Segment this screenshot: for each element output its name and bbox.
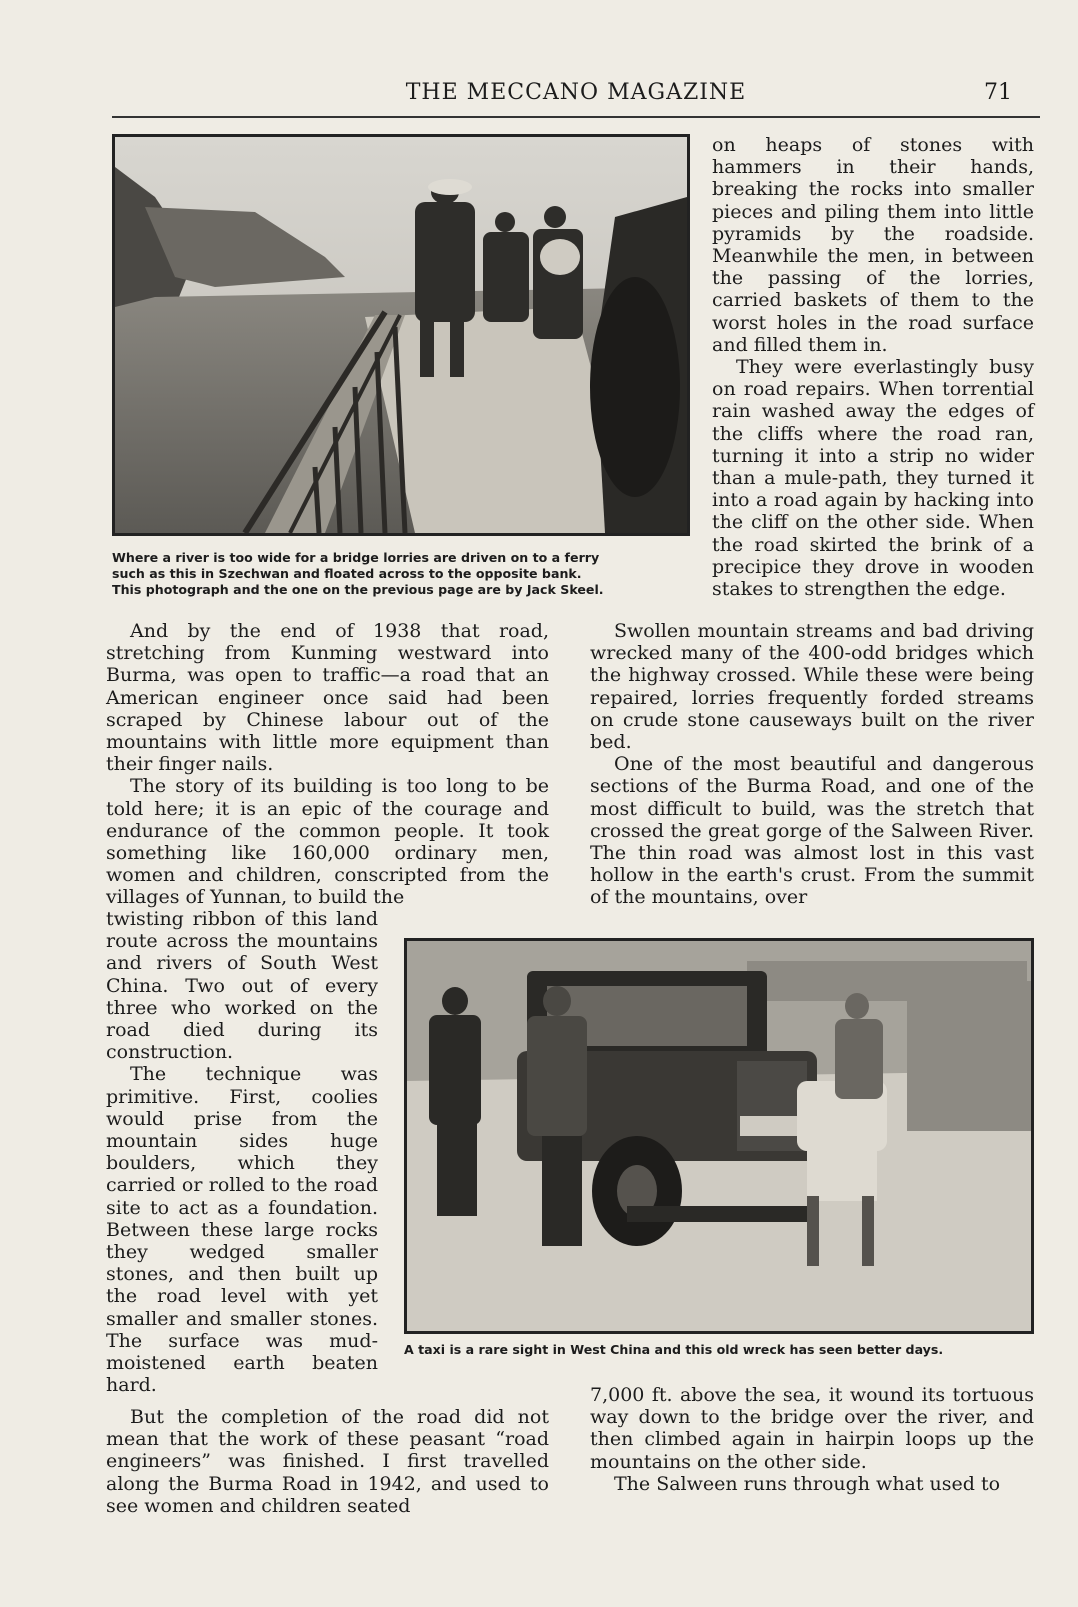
paragraph: on heaps of stones with hammers in their hands, breaking the rocks into smaller pieces and piling them into little pyramids by the roadside. Meanwhile the men, in between the passing of the lorries, carried baskets of them to the worst holes in the road surface and filled them in. [712,134,1034,356]
paragraph: Swollen mountain streams and bad driving wrecked many of the 400-odd bridges which the highway crossed. While these were being repaired, lorries frequently forded streams on crude stone causeways built on the river bed. [590,620,1034,754]
ferry-photo [112,134,690,536]
taxi-photo-caption: A taxi is a rare sight in West China and this old wreck has seen better days. [404,1342,944,1357]
left-column-narrow [106,908,378,1396]
paragraph: The Salween runs through what used to [614,1472,1001,1495]
ferry-photo-caption [112,550,692,598]
paragraph: They were everlastingly busy on road repairs. When torrential rain washed away the edges of the cliffs where the road ran, turning it into a strip no wider than a mule-path, they turned it into a road again by hacking into the cliff on the other side. When the road skirted the brink of a precipice they drove in wooden stakes to strengthen the edge. [712,356,1034,601]
caption-line: This photograph and the one on the previous page are by Jack Skeel. [112,582,604,597]
paragraph: The technique was primitive. First, coolies would prise from the mountain sides huge boulders, which they carried or rolled to the road site to act as a foundation. Between these large rocks they wedged smaller stones, and then built up the road level with yet smaller and smaller stones. The surface was mud-moistened earth beaten hard. [106,1063,378,1397]
paragraph: One of the most beautiful and dangerous sections of the Burma Road, and one of the most difficult to build, was the stretch that crossed the great gorge of the Salween River. The thin road was almost lost in this vast hollow in the earth's crust. From the summit of the mountains, over [590,753,1034,909]
ferry-photo-image [115,137,687,533]
left-column-middle [106,620,549,909]
caption-line: such as this in Szechwan and floated across to the opposite bank. [112,566,582,581]
taxi-photo [404,938,1034,1334]
right-column-middle [590,620,1034,909]
taxi-photo-image [407,941,1031,1331]
paragraph: 7,000 ft. above the sea, it wound its tortuous way down to the bridge over the river, and then climbed again in hairpin loops up the mountains on the other side. [590,1384,1034,1473]
page-number: 71 [984,80,1012,105]
right-column-bottom [590,1384,1034,1495]
paragraph: twisting ribbon of this land route across the mountains and rivers of South West China. Two out of every three who worked on the road died during its construction. [106,908,378,1064]
paragraph: The story of its building is too long to be told here; it is an epic of the courage and endurance of the common people. It took something like 160,000 ordinary men, women and children, conscripted from the villages of Yunnan, to build the [106,775,549,909]
page-header [112,76,1040,118]
caption-line: Where a river is too wide for a bridge lorries are driven on to a ferry [112,550,600,565]
magazine-title: THE MECCANO MAGAZINE [405,80,747,105]
paragraph: And by the end of 1938 that road, stretching from Kunming westward into Burma, was open to traffic—a road that an American engineer once said had been scraped by Chinese labour out of the mountains with little more equipment than their finger nails. [106,620,549,776]
right-column-top [712,134,1034,600]
left-column-bottom [106,1406,549,1517]
paragraph: But the completion of the road did not mean that the work of these peasant “road engineers” was finished. I first travelled along the Burma Road in 1942, and used to see women and children seated [106,1406,549,1517]
